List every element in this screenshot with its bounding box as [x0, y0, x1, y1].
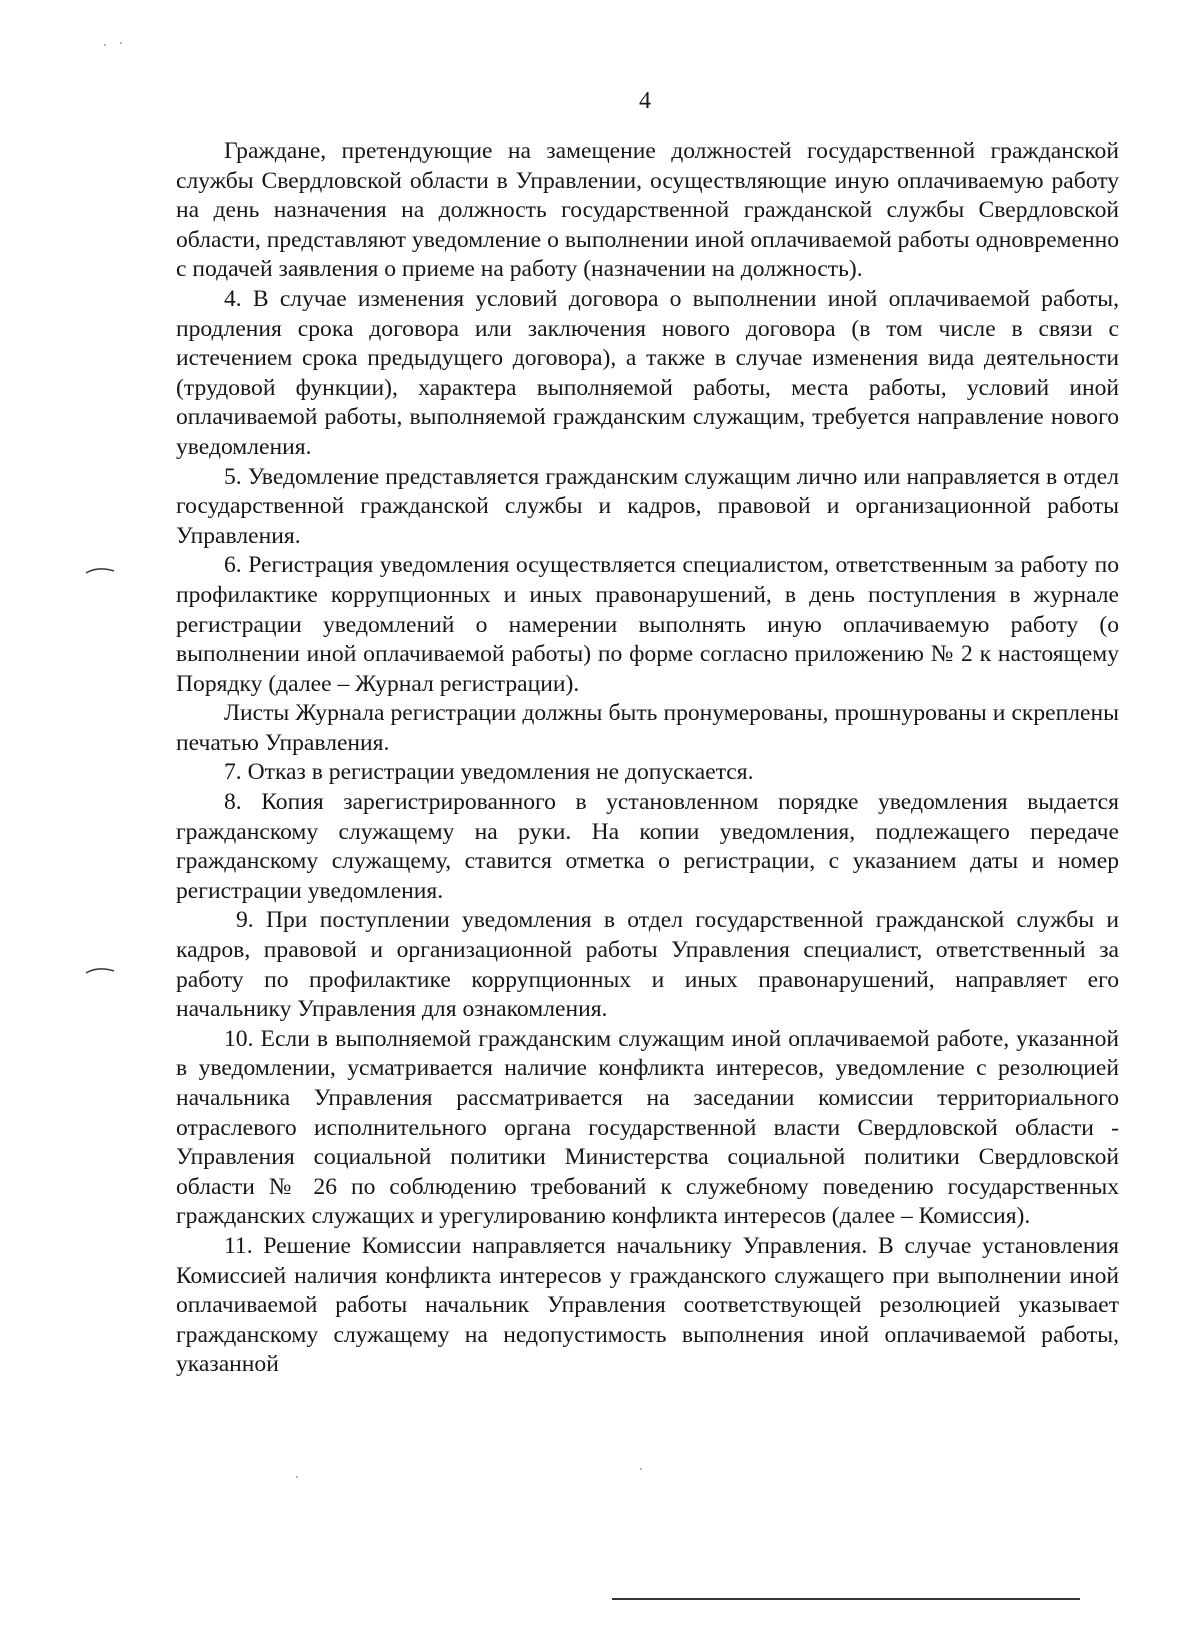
paragraph: 8. Копия зарегистрированного в установленном порядке уведомления выдается гражданскому служащему на руки. На копии уведомления, подлежащего передаче гражданскому служащему, ставится отметка о регистрации, с указанием даты и номер регистрации уведомления.	[176, 789, 1119, 904]
footer-rule	[612, 1598, 1080, 1600]
paragraph: Листы Журнала регистрации должны быть пронумерованы, прошнурованы и скреплены печатью Управления.	[176, 700, 1119, 756]
paragraph: 4. В случае изменения условий договора о выполнении иной оплачиваемой работы, продления срока договора или заключения нового договора (в том числе в связи с истечением срока предыдущего договора), а также в случае изменения вида деятельности (трудовой функции), характера выполняемой работы, места работы, условий иной оплачиваемой работы, выполняемой гражданским служащим, требуется направление нового уведомления.	[176, 285, 1119, 460]
document-body	[176, 137, 1119, 1380]
scan-speck	[640, 1468, 642, 1470]
paragraph: 11. Решение Комиссии направляется начальнику Управления. В случае установления Комиссией наличия конфликта интересов у гражданского служащего при выполнении иной оплачиваемой работы начальник Управления соответствующей резолюцией указывает гражданскому служащему на недопустимость выполнения иной оплачиваемой работы, указанной	[176, 1232, 1119, 1378]
margin-tick-mark	[84, 564, 124, 576]
paragraph: 6. Регистрация уведомления осуществляется специалистом, ответственным за работу по профилактике коррупционных и иных правонарушений, в день поступления в журнале регистрации уведомлений о намерении выполнять иную оплачиваемую работу (о выполнении иной оплачиваемой работы) по форме согласно приложению № 2 к настоящему Порядку (далее – Журнал регистрации).	[176, 552, 1119, 697]
scan-speck	[296, 1476, 298, 1478]
paragraph: 10. Если в выполняемой гражданским служащим иной оплачиваемой работе, указанной в уведомлении, усматривается наличие конфликта интересов, уведомление с резолюцией начальника Управления рассматривается на заседании комиссии территориального отраслевого исполнительного органа государственной власти Свердловской области - Управления социальной политики Министерства социальной политики Свердловской области № 26 по соблюдению требований к служебному поведению государственных гражданских служащих и урегулированию конфликта интересов (далее – Комиссия).	[176, 1025, 1119, 1230]
paragraph: Граждане, претендующие на замещение должностей государственной гражданской службы Свердловской области в Управлении, осуществляющие иную оплачиваемую работу на день назначения на должность государственной гражданской службы Свердловской области, представляют уведомление о выполнении иной оплачиваемой работы одновременно с подачей заявления о приеме на работу (назначении на должность).	[176, 138, 1119, 283]
paragraph: 5. Уведомление представляется гражданским служащим лично или направляется в отдел государственной гражданской службы и кадров, правовой и организационной работы Управления.	[176, 463, 1119, 549]
paragraph: 9. При поступлении уведомления в отдел государственной гражданской службы и кадров, правовой и организационной работы Управления специалист, ответственный за работу по профилактике коррупционных и иных правонарушений, направляет его начальнику Управления для ознакомления.	[176, 907, 1119, 1023]
margin-tick-mark	[84, 964, 124, 976]
scan-speck	[120, 42, 122, 44]
scan-speck	[104, 44, 106, 46]
page-number: 4	[639, 88, 651, 114]
paragraph: 7. Отказ в регистрации уведомления не допускается.	[224, 759, 754, 786]
